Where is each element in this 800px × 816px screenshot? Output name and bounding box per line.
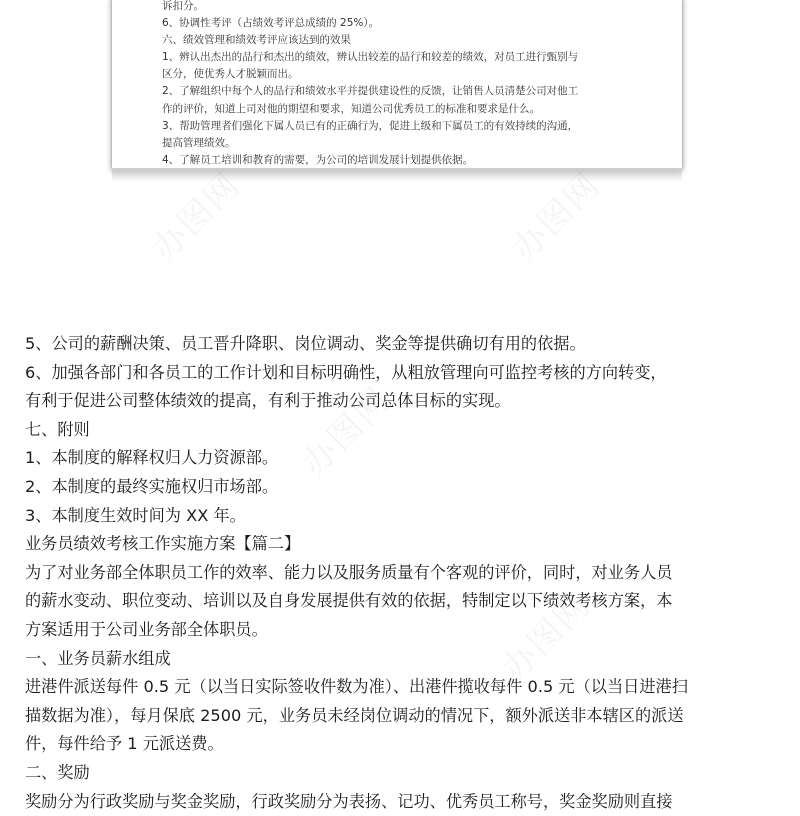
preview-line: 3、帮助管理者们强化下属人员已有的正确行为，促进上级和下属员工的有效持续的沟通， — [162, 118, 672, 135]
section-heading: 七、附则 — [25, 416, 785, 445]
body-line: 件，每件给予 1 元派送费。 — [25, 730, 785, 759]
body-line: 6、加强各部门和各员工的工作计划和目标明确性，从粗放管理向可监控考核的方向转变， — [25, 359, 785, 388]
body-line: 的薪水变动、职位变动、培训以及自身发展提供有效的依据，特制定以下绩效考核方案，本 — [25, 587, 785, 616]
preview-line: 区分，使优秀人才脱颖而出。 — [162, 66, 672, 83]
preview-line: 六、绩效管理和绩效考评应该达到的效果 — [162, 32, 672, 49]
body-line: 进港件派送每件 0.5 元（以当日实际签收件数为准）、出港件揽收每件 0.5 元（以当日进港扫 — [25, 673, 785, 702]
body-line: 奖励分为行政奖励与奖金奖励，行政奖励分为表扬、记功、优秀员工称号，奖金奖励则直接 — [25, 788, 785, 816]
page-preview-text — [162, 0, 672, 168]
body-line: 有利于促进公司整体绩效的提高，有利于推动公司总体目标的实现。 — [25, 387, 785, 416]
preview-line: 2、了解组织中每个人的品行和绩效水平并提供建设性的反馈，让销售人员清楚公司对他工 — [162, 83, 672, 100]
body-line: 3、本制度生效时间为 XX 年。 — [25, 502, 785, 531]
body-line: 2、本制度的最终实施权归市场部。 — [25, 473, 785, 502]
preview-line: 提高管理绩效。 — [162, 135, 672, 152]
body-line: 5、公司的薪酬决策、员工晋升降职、岗位调动、奖金等提供确切有用的依据。 — [25, 330, 785, 359]
body-line: 方案适用于公司业务部全体职员。 — [25, 616, 785, 645]
section-heading: 二、奖励 — [25, 759, 785, 788]
page-shadow — [112, 168, 682, 182]
body-line: 为了对业务部全体职员工作的效率、能力以及服务质量有个客观的评价，同时，对业务人员 — [25, 559, 785, 588]
preview-line: 诉扣分。 — [162, 0, 672, 15]
document-title: 业务员绩效考核工作实施方案【篇二】 — [25, 530, 785, 559]
preview-line: 1、辨认出杰出的品行和杰出的绩效，辨认出较差的品行和较差的绩效，对员工进行甄别与 — [162, 49, 672, 66]
section-heading: 一、业务员薪水组成 — [25, 645, 785, 674]
preview-line: 6、协调性考评（占绩效考评总成绩的 25%）。 — [162, 15, 672, 32]
document-body — [25, 330, 785, 816]
body-line: 1、本制度的解释权归人力资源部。 — [25, 444, 785, 473]
document-page-preview — [112, 0, 682, 168]
preview-line: 4、了解员工培训和教育的需要，为公司的培训发展计划提供依据。 — [162, 152, 672, 168]
body-line: 描数据为准），每月保底 2500 元，业务员未经岗位调动的情况下，额外派送非本辖区的派送 — [25, 702, 785, 731]
preview-line: 作的评价，知道上司对他的期望和要求，知道公司优秀员工的标准和要求是什么。 — [162, 101, 672, 118]
